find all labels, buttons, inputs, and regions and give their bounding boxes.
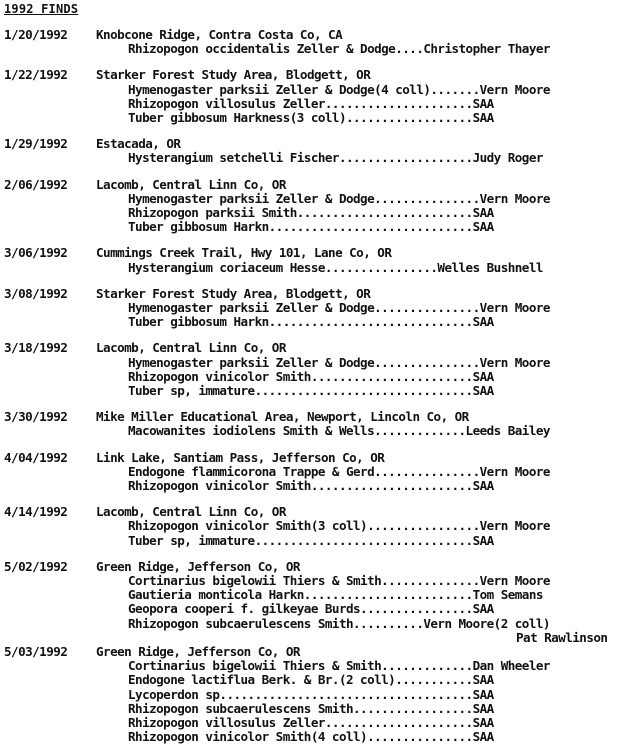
entry-location: Starker Forest Study Area, Blodgett, OR [96,285,371,301]
entry-header [0,68,627,82]
entry-location: Link Lake, Santiam Pass, Jefferson Co, OR [96,449,385,465]
find-text: Hysterangium setchelli Fischer...................Judy Roger [128,150,543,166]
entry-location: Mike Miller Educational Area, Newport, Lincoln Co, OR [96,409,469,425]
find-row [0,111,627,125]
entry-date: 5/03/1992 [4,644,68,659]
entry-location: Knobcone Ridge, Contra Costa Co, CA [96,27,343,42]
find-text: Rhizopogon parksii Smith.........................SAA [128,205,494,220]
find-row [0,602,627,616]
entry-date: 3/08/1992 [4,285,68,301]
find-text: Rhizopogon villosulus Zeller.....................SAA [128,95,494,111]
find-text: Geopora cooperi f. gilkeyae Burds................SAA [128,601,494,617]
find-row [0,370,627,384]
find-text: Hysterangium coriaceum Hesse................Welles Bushnell [128,259,543,275]
entry-date: 3/06/1992 [4,245,68,261]
entry-header [0,287,627,301]
find-text: Rhizopogon occidentalis Zeller & Dodge....Christopher Thayer [128,41,550,57]
find-row [0,716,627,730]
find-row [0,315,627,329]
entry-location: Green Ridge, Jefferson Co, OR [96,644,300,659]
entry-header [0,560,627,574]
find-text: Rhizopogon vinicolor Smith.......................SAA [128,368,494,384]
find-row [0,384,627,398]
find-text: Hymenogaster parksii Zeller & Dodge(4 coll).......Vern Moore [128,81,550,97]
entry-header [0,341,627,355]
find-row [0,659,627,673]
entry-location: Estacada, OR [96,136,181,152]
find-row [0,192,627,206]
find-text: Gautieria monticola Harkn........................Tom Semans [128,587,543,603]
entry-header [0,28,627,42]
find-row [0,702,627,716]
find-row [0,673,627,687]
entry-date: 4/14/1992 [4,504,68,520]
page-title: 1992 FINDS [4,2,79,16]
entry-header [0,246,627,260]
entry-location: Lacomb, Central Linn Co, OR [96,176,286,192]
find-text: Rhizopogon vinicolor Smith(3 coll)................Vern Moore [128,518,550,534]
entry-location: Lacomb, Central Linn Co, OR [96,340,286,356]
entry-header [0,410,627,424]
collector-name: Pat Rawlinson [516,629,608,645]
find-text: Tuber gibbosum Harkness(3 coll)..................SAA [128,110,494,125]
find-row [0,220,627,234]
entry-header [0,137,627,151]
find-row [0,730,627,744]
find-text: Rhizopogon subcaerulescens Smith..........Vern Moore(2 coll) [128,615,550,631]
find-row-continuation [0,631,627,645]
find-text: Tuber gibbosum Harkn.............................SAA [128,314,494,330]
find-text: Tuber gibbosum Harkn.............................SAA [128,219,494,235]
entry-date: 3/18/1992 [4,340,68,356]
find-text: Hymenogaster parksii Zeller & Dodge...............Vern Moore [128,190,550,206]
entry-location: Starker Forest Study Area, Blodgett, OR [96,67,371,83]
find-text: Rhizopogon vinicolor Smith(4 coll)...............SAA [128,729,494,745]
find-row [0,617,627,631]
find-row [0,261,627,275]
entry-date: 1/20/1992 [4,27,68,42]
find-row [0,301,627,315]
entry-location: Green Ridge, Jefferson Co, OR [96,558,300,574]
find-text: Rhizopogon vinicolor Smith.......................SAA [128,478,494,493]
find-text: Tuber sp, immature...............................SAA [128,383,494,398]
find-row [0,479,627,493]
entry-location: Lacomb, Central Linn Co, OR [96,504,286,520]
find-row [0,519,627,533]
find-row [0,42,627,56]
find-row [0,688,627,702]
find-text: Macowanites iodiolens Smith & Wells.............Leeds Bailey [128,423,550,439]
find-text: Endogone lactiflua Berk. & Br.(2 coll)...........SAA [128,672,494,688]
entry-date: 3/30/1992 [4,409,68,425]
entry-date: 2/06/1992 [4,176,68,192]
entry-date: 1/29/1992 [4,136,68,152]
find-text: Cortinarius bigelowii Thiers & Smith.............Dan Wheeler [128,658,550,674]
entry-date: 1/22/1992 [4,67,68,83]
find-row [0,424,627,438]
entry-header [0,451,627,465]
entry-date: 4/04/1992 [4,449,68,465]
entry-location: Cummings Creek Trail, Hwy 101, Lane Co, OR [96,245,392,261]
find-row [0,83,627,97]
find-row [0,97,627,111]
entry-date: 5/02/1992 [4,558,68,574]
find-text: Lycoperdon sp....................................SAA [128,686,494,702]
find-text: Cortinarius bigelowii Thiers & Smith..............Vern Moore [128,573,550,588]
find-row [0,465,627,479]
entry-header [0,178,627,192]
find-text: Tuber sp, immature...............................SAA [128,532,494,548]
entry-header [0,505,627,519]
find-text: Hymenogaster parksii Zeller & Dodge...............Vern Moore [128,354,550,370]
find-row [0,588,627,602]
find-row [0,534,627,548]
find-text: Rhizopogon villosulus Zeller.....................SAA [128,715,494,730]
find-row [0,206,627,220]
find-row [0,151,627,165]
find-row [0,574,627,588]
find-text: Hymenogaster parksii Zeller & Dodge...............Vern Moore [128,300,550,315]
entry-header [0,645,627,659]
find-text: Rhizopogon subcaerulescens Smith.................SAA [128,700,494,716]
find-text: Endogone flammicorona Trappe & Gerd...............Vern Moore [128,463,550,479]
find-row [0,356,627,370]
